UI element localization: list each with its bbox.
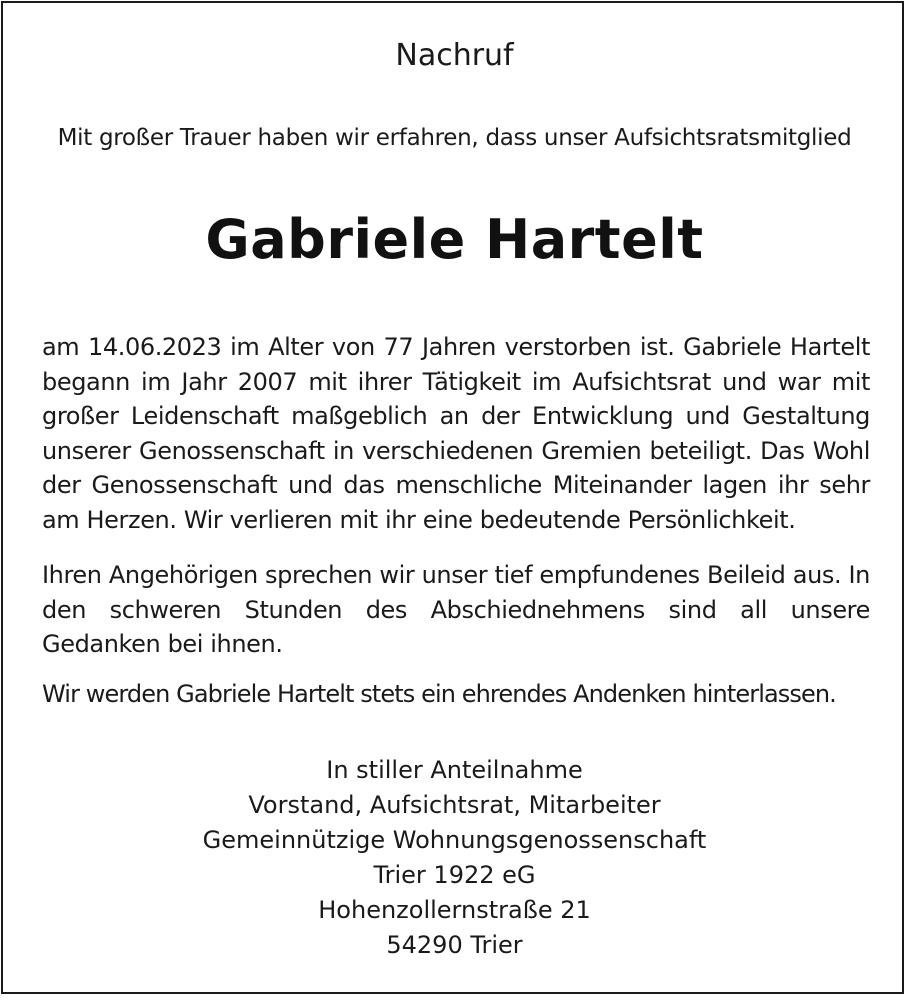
signoff-block	[0, 753, 909, 963]
body-paragraph-3: Wir werden Gabriele Hartelt stets ein ehrendes Andenken hinterlassen.	[42, 680, 836, 708]
signoff-line: In stiller Anteilnahme	[326, 756, 583, 784]
body-paragraph-2: Ihren Angehörigen sprechen wir unser tief empfundenes Beileid aus. In den schweren Stunden des Abschiednehmens sind all unsere Gedanken bei ihnen.	[42, 561, 870, 659]
body-paragraph-1: am 14.06.2023 im Alter von 77 Jahren verstorben ist. Gabriele Hartelt begann im Jahr 2007 mit ihrer Tätigkeit im Aufsichtsrat und war mit großer Leidenschaft maßgeblich an der Entwicklung und Gestaltung unserer Genossenschaft in verschiedenen Gremien beteiligt. Das Wohl der Genossenschaft und das menschliche Miteinander lagen ihr sehr am Herzen. Wir verlieren mit ihr eine bedeutende Persönlichkeit.	[42, 333, 870, 534]
notice-heading: Nachruf	[395, 38, 514, 73]
signoff-line: 54290 Trier	[386, 931, 523, 959]
signoff-line: Hohenzollernstraße 21	[318, 896, 591, 924]
signoff-line: Trier 1922 eG	[373, 861, 536, 889]
intro-text: Mit großer Trauer haben wir erfahren, dass unser Aufsichtsratsmitglied	[57, 125, 852, 151]
signoff-line: Vorstand, Aufsichtsrat, Mitarbeiter	[248, 791, 661, 819]
deceased-name: Gabriele Hartelt	[205, 208, 704, 271]
signoff-line: Gemeinnützige Wohnungsgenossenschaft	[202, 826, 707, 854]
